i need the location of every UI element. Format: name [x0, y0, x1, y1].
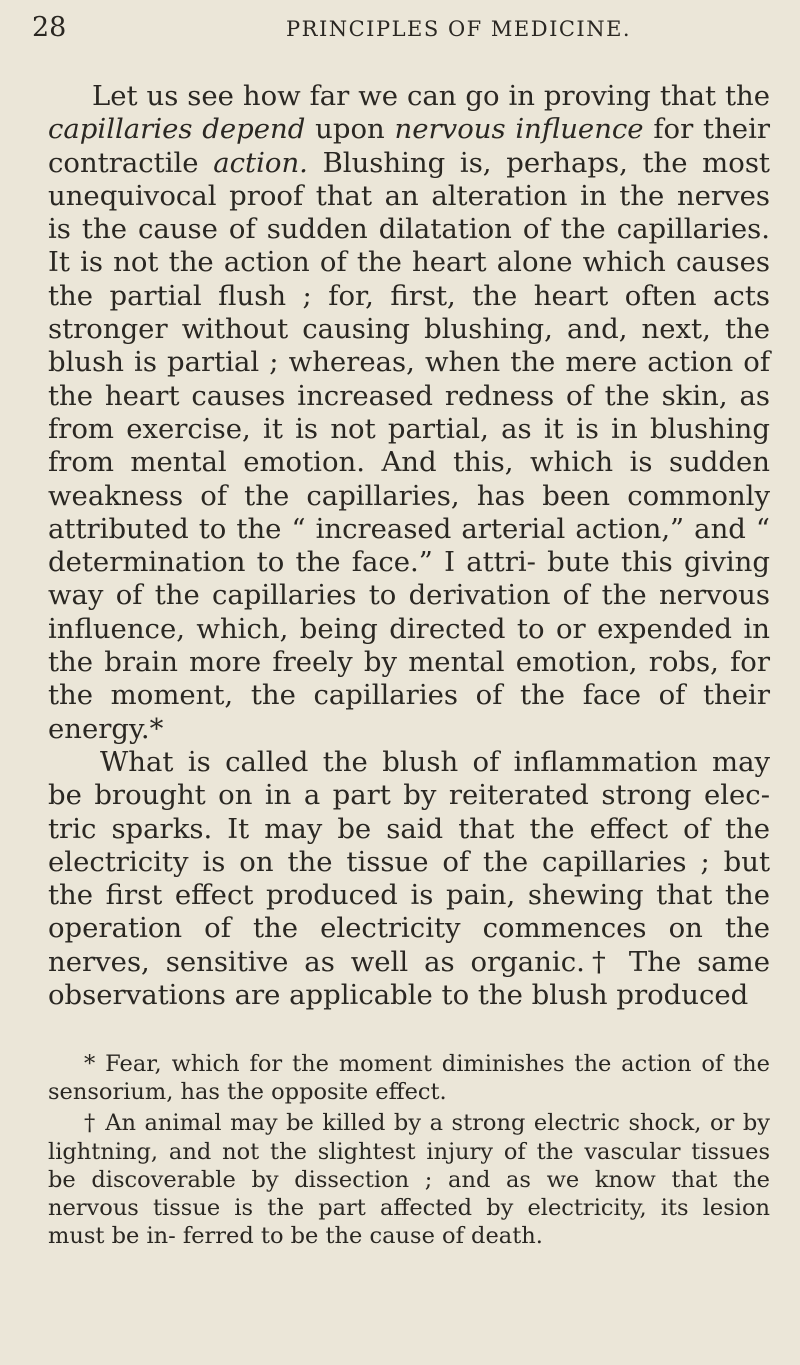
text-segment: upon [305, 113, 395, 146]
text-segment: Blushing is, perhaps, the most unequivocal proof that an alteration in the nerves is the cause of sudden dilatation of the capillaries. It is not the action of the heart alone which causes the partial flush ; for, first, the heart often acts stronger without causing blushing, and, next, the blush is partial ; whereas, when the mere action of the heart causes increased redness of the skin, as from exercise, it is not partial, as it is in blushing from mental emotion. And this, which is sudden weakness of the capillaries, has been commonly attributed to the “ increased arterial action,” and “ determination to the face.” I attri- bute this giving way of the capillaries to derivation of the nervous influence, which, being directed to or expended in the brain more freely by mental emotion, robs, for the moment, the capillaries of the face of their energy.* [48, 146, 770, 745]
text-segment: for their contractile [48, 113, 771, 179]
italic-segment: nervous influence [394, 113, 644, 146]
page-header [22, 12, 770, 48]
body-text [48, 80, 770, 1012]
text-segment: Let us see how far we can go in proving that the [92, 80, 770, 112]
page-number: 28 [32, 12, 67, 43]
text-segment: What is called the blush of inflammation may be brought on in a part by reiterated strong elec- tric sparks. It may be said that the effect of the electricity is on the tissue of the capillaries ; but the first effect produced is pain, shewing that the operation of the electricity commences on the nerves, sensitive as well as organic.† The same observations are applicable to the blush produced [48, 745, 770, 1012]
italic-segment: capillaries depend [48, 113, 306, 146]
paragraph-1 [48, 80, 770, 746]
footnote-asterisk: * Fear, which for the moment diminishes the action of the sensorium, has the opposite effect. [48, 1051, 770, 1106]
footnotes [48, 1050, 770, 1253]
running-head: PRINCIPLES OF MEDICINE. [286, 17, 632, 41]
italic-segment: action. [213, 146, 308, 179]
paragraph-2 [48, 746, 770, 1012]
footnote-dagger: † An animal may be killed by a strong electric shock, or by lightning, and not the slightest injury of the vascular tissues be discoverable by dissection ; and as we know that the nervous tissue is the part affected by electricity, its lesion must be in- ferred to be the cause of death. [48, 1110, 770, 1250]
